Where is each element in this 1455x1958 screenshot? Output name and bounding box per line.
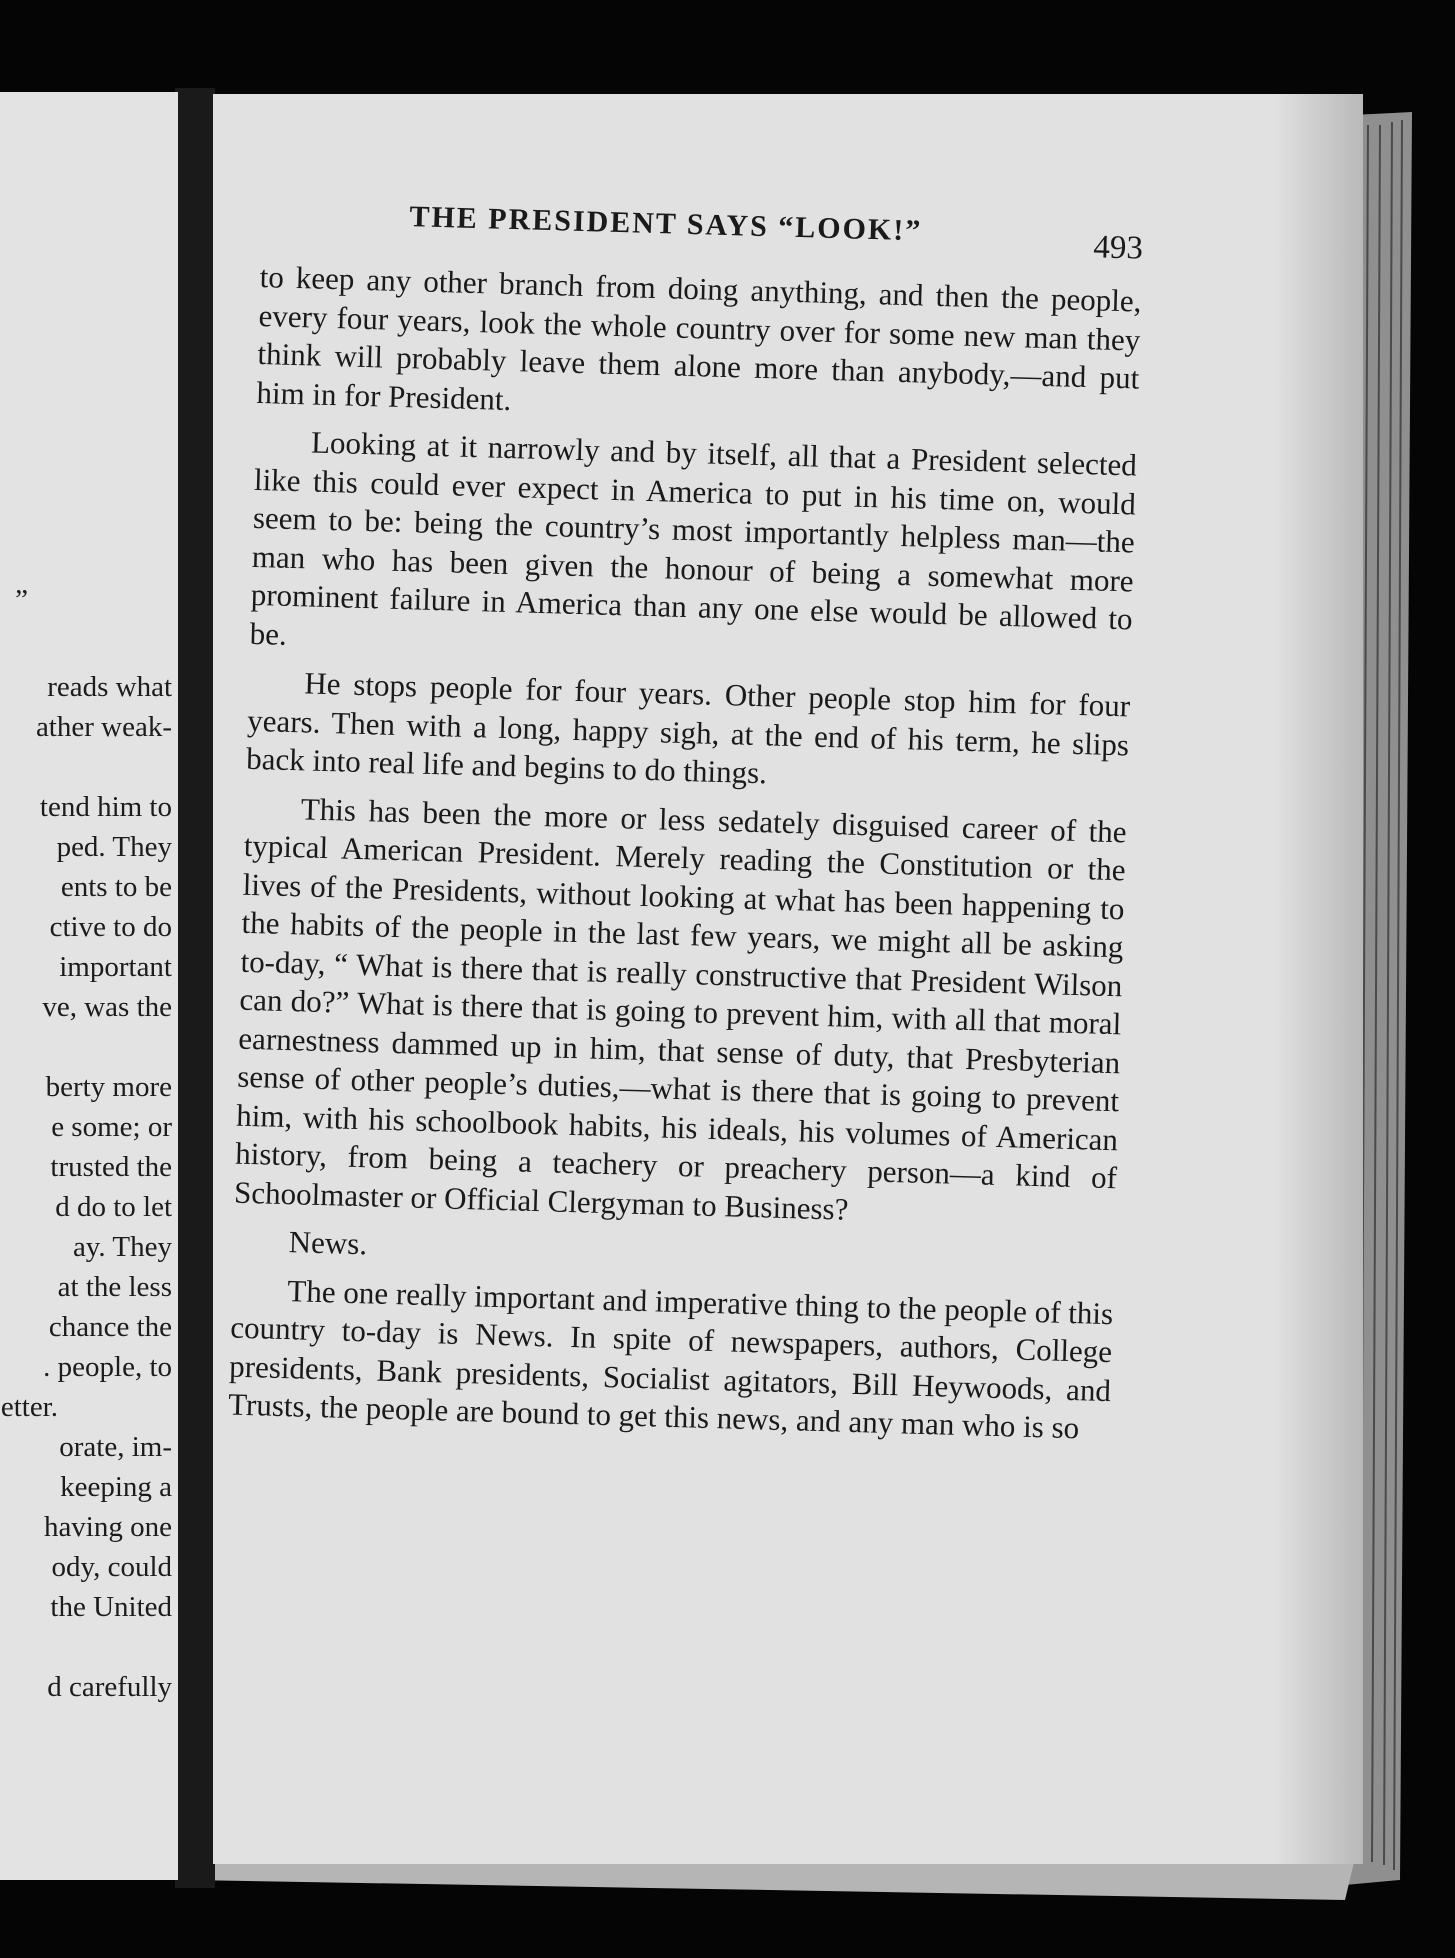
page-number: 493 <box>1092 229 1144 267</box>
paragraph: He stops people for four years. Other people stop him for four years. Then with a long, happy sigh, at the end of his term, he slips back into real life and begins to do things. <box>245 665 1131 791</box>
left-page-fragment: etter. <box>0 1391 58 1423</box>
left-page-fragment: d carefully <box>47 1671 172 1703</box>
left-page-fragment: ents to be <box>60 871 172 903</box>
left-page-fragment: e some; or <box>51 1111 172 1143</box>
left-page-fragment: ve, was the <box>42 991 172 1023</box>
left-page-fragment: keeping a <box>60 1471 172 1503</box>
left-page <box>0 92 178 1880</box>
left-page-fragment: ay. They <box>72 1231 172 1263</box>
left-page-fragment: ped. They <box>56 831 172 863</box>
left-page-fragment: tend him to <box>39 791 172 823</box>
left-page-fragment: berty more <box>45 1071 172 1103</box>
left-page-fragment: ather weak- <box>35 711 172 743</box>
left-page-fragment: important <box>59 951 172 983</box>
left-page-fragment: ” <box>15 584 28 616</box>
left-page-fragment: at the less <box>57 1271 172 1303</box>
bottom-edge <box>190 1858 1355 1900</box>
paragraph: to keep any other branch from doing anything, and then the people, every four years, look the whole country over for some new man they think will probably leave them alone more than anybody,—and put him in for President. <box>256 258 1142 417</box>
left-page-fragment: chance the <box>48 1311 172 1343</box>
left-page-fragment: orate, im- <box>59 1431 172 1463</box>
left-page-fragment: . people, to <box>43 1351 172 1383</box>
left-page-fragment: having one <box>43 1511 172 1543</box>
page-edge-shade <box>1273 94 1363 1864</box>
paragraph: The one really important and imperative thing to the people of this country to-day is News. In spite of newspapers, authors, College presidents, Bank presidents, Socialist agitators, Bill Heywoods, and Trusts, the people are bound to get this news, and any man who is so <box>227 1272 1114 1446</box>
left-page-fragment: trusted the <box>50 1151 172 1183</box>
running-head: THE PRESIDENT SAYS “LOOK!” <box>409 200 923 248</box>
left-page-fragment: ody, could <box>51 1551 172 1583</box>
gutter-shadow <box>175 88 215 1888</box>
left-page-fragment: the United <box>50 1591 172 1623</box>
paragraph: Looking at it narrowly and by itself, all that a President selected like this could ever expect in America to put in his time on, would seem to be: being the country’s most importantly helpless man—the man who has been given the honour of being a somewhat more prominent failure in America than any one else would be allowed to be. <box>249 424 1138 652</box>
body-text <box>228 258 1142 1449</box>
left-page-fragment: d do to let <box>55 1191 172 1223</box>
left-page-fragment: ctive to do <box>49 911 172 943</box>
paragraph: This has been the more or less sedately disguised career of the typical American President. Merely reading the Constitution or the lives of the Presidents, without looking at what has been happening to the habits of the people in the last few years, we might all be asking to-day, “ What is there that is really constructive that President Wilson can do?” What is there that is going to prevent him, with all that moral earnestness dammed up in him, that sense of duty, that Presbyterian sense of other people’s duties,—what is there that is going to prevent him, with his schoolbook habits, his ideals, his volumes of American history, from being a teachery or preachery person—a kind of Schoolmaster or Official Clergyman to Business? <box>233 790 1128 1227</box>
page-text-block <box>227 196 1143 1459</box>
paragraph: News. <box>288 1224 368 1262</box>
left-page-fragment: reads what <box>47 671 172 703</box>
